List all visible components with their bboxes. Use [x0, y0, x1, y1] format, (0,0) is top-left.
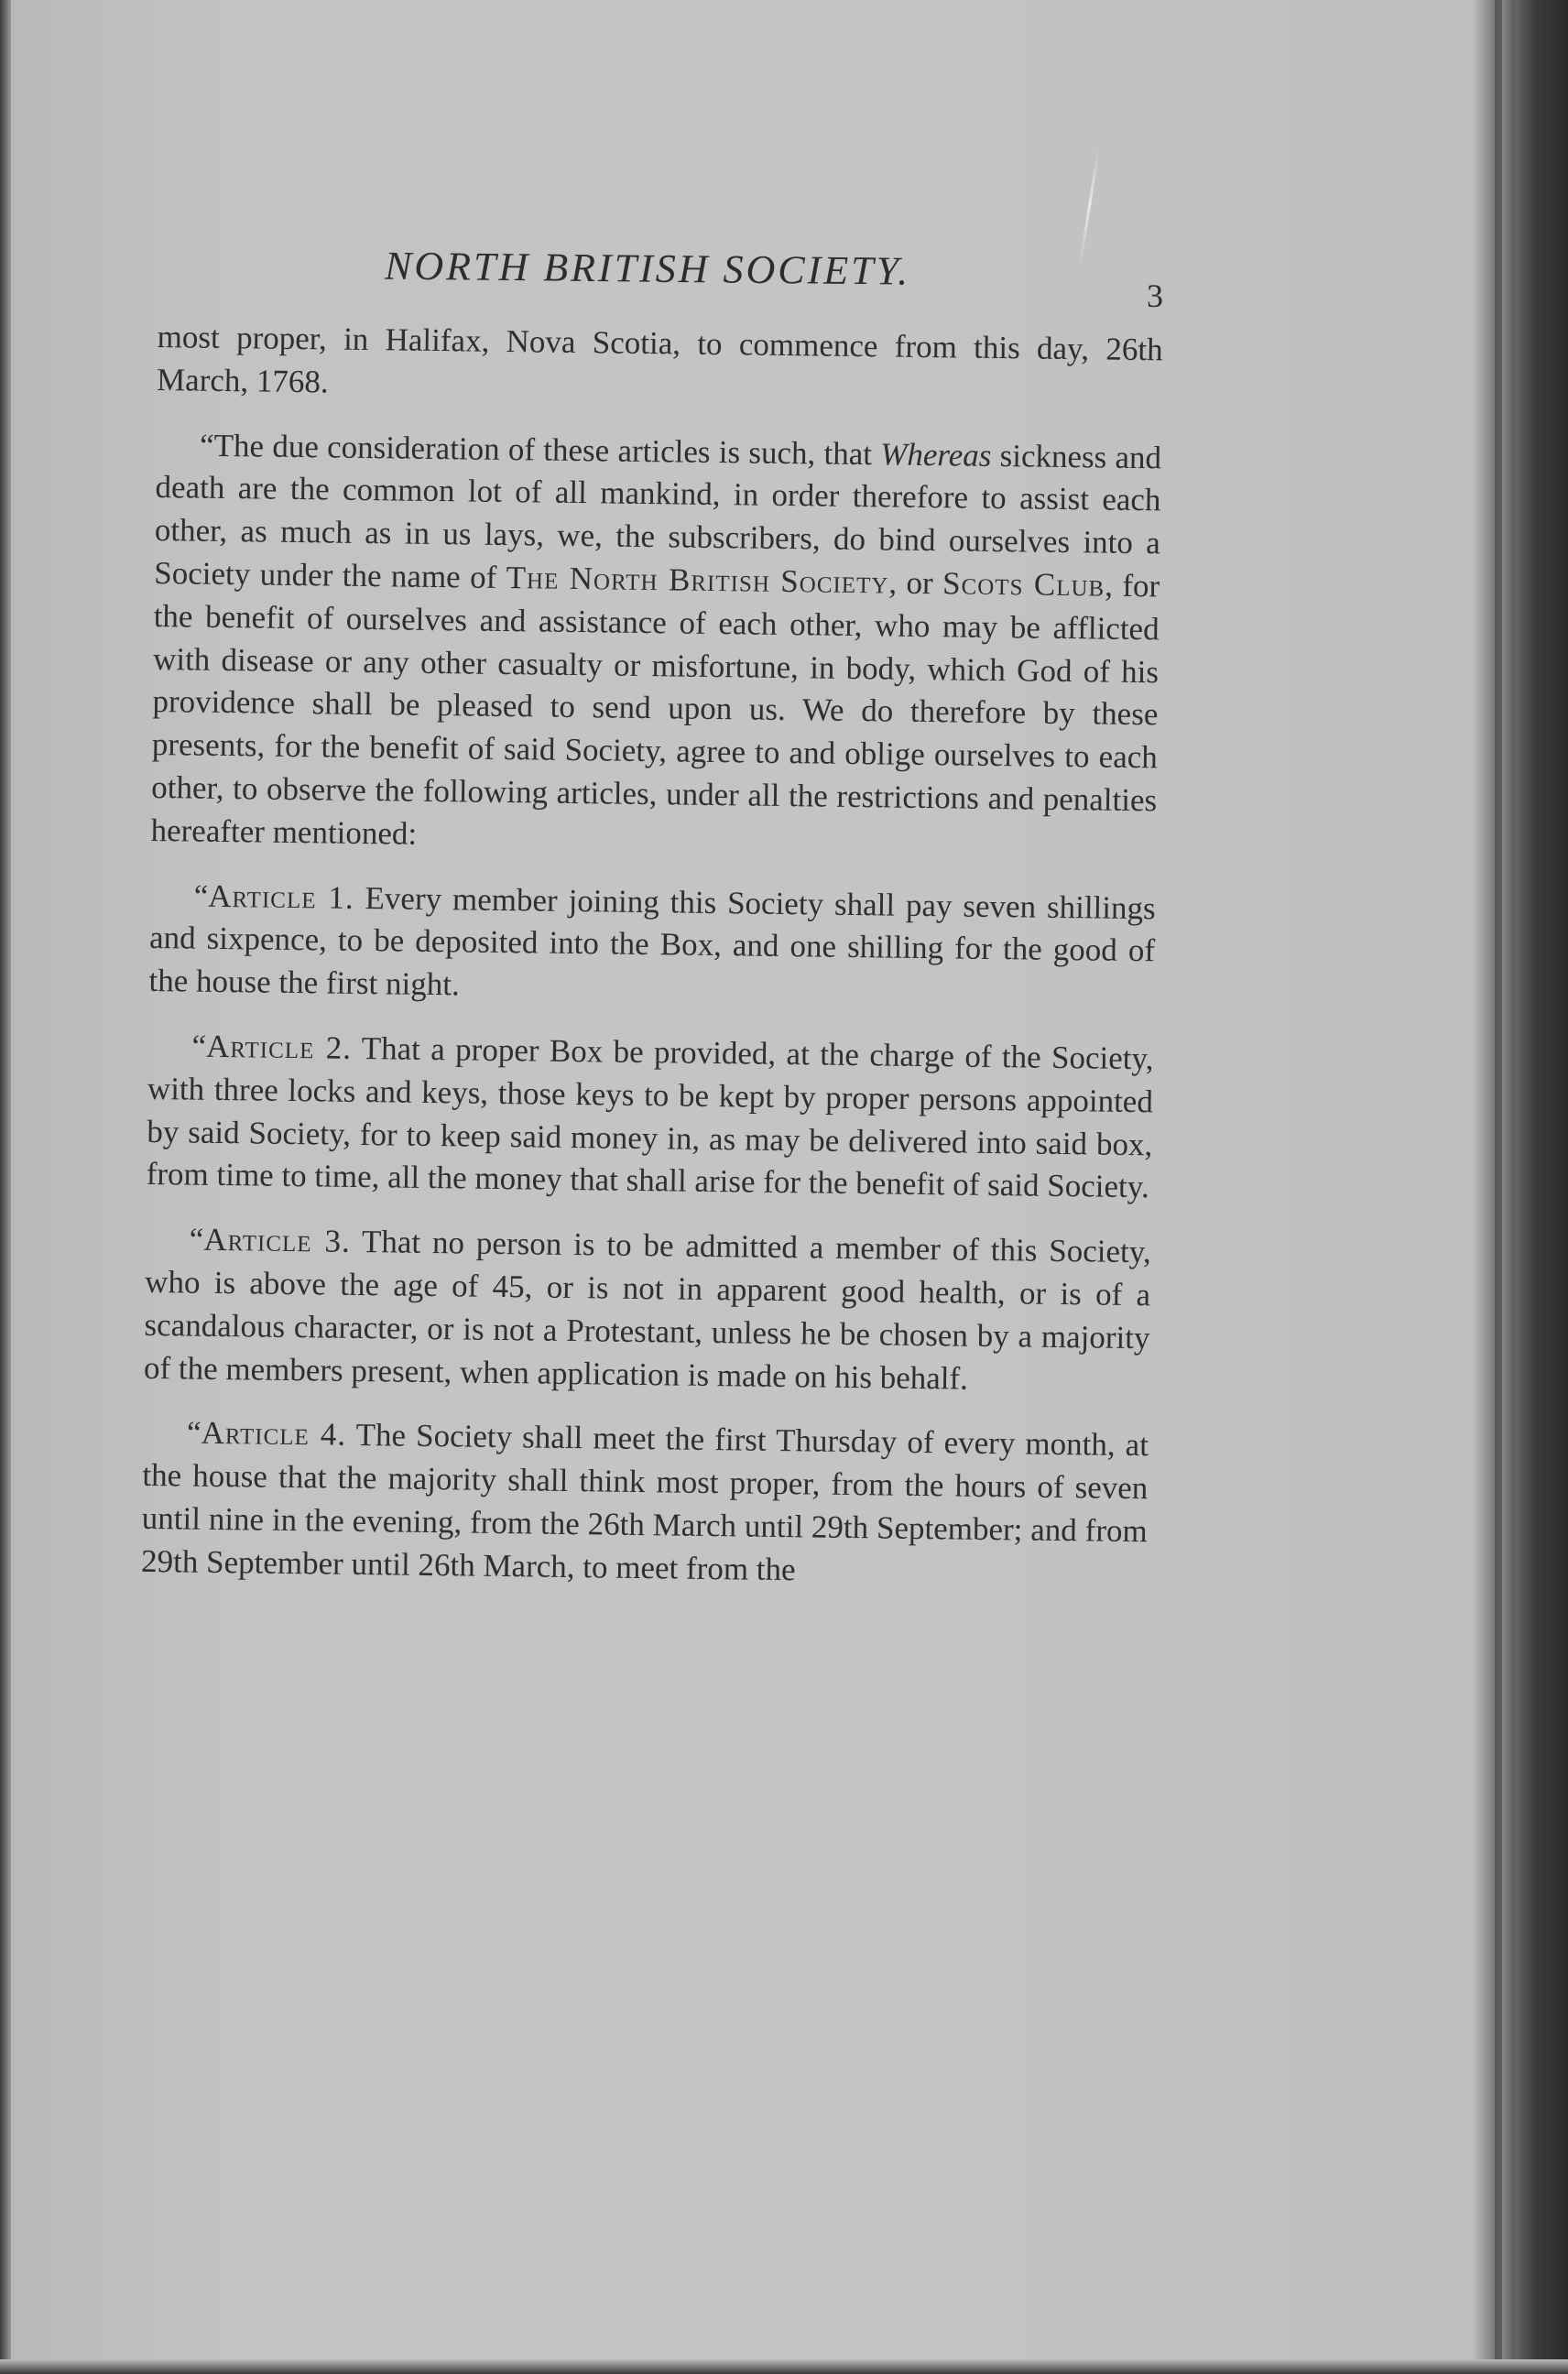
article-4-label: Article 4. — [201, 1415, 347, 1454]
article-3-quote: “ — [189, 1221, 204, 1258]
article-1 — [148, 875, 1156, 1017]
article-2-label: Article 2. — [205, 1028, 353, 1066]
article-4-body: The Society shall meet the first Thursday of every month, at the house that the majority shall think most proper, from the hours of seven until nine in the evening, from the 26th March until 29th September; and from 29th September until 26th March, to meet from the — [140, 1417, 1149, 1587]
society-name: The North British Society — [506, 559, 889, 601]
preamble-text-c: sickness and death are the common lot of all mankind, in order therefore to assist each other, as much as in us lays, we, the subscribers, do bind ourselves into a Society under the name of — [154, 437, 1162, 595]
gutter-shadow — [1473, 0, 1495, 2374]
article-1-label: Article 1. — [208, 877, 354, 916]
preamble-text-a: “The due consideration of these articles is such, that — [199, 427, 881, 472]
article-3-label: Article 3. — [203, 1221, 352, 1259]
left-page-edge — [0, 0, 11, 2374]
running-head: NORTH BRITISH SOCIETY. — [384, 243, 911, 294]
article-2-body: That a proper Box be provided, at the charge of the Society, with three locks and keys, those keys to be kept by proper persons appointed by said Society, for to keep said money in, as may be delivered into said box, from time to time, all the money that shall arise for the benefit of said Society. — [146, 1029, 1154, 1205]
page-number: 3 — [1147, 278, 1163, 314]
body-text — [141, 316, 1163, 1618]
preamble-text-e: , or — [888, 564, 943, 602]
paragraph-preamble — [150, 424, 1161, 866]
article-4 — [141, 1411, 1149, 1596]
preamble-whereas: Whereas — [879, 435, 992, 474]
club-name: Scots Club — [942, 565, 1105, 604]
article-3-body: That no person is to be admitted a member of this Society, who is above the age of 45, or is not in apparent good health, or is of a scandalous character, or is not a Protestant, unless he be chosen by a majority of the members present, when application is made on his behalf. — [143, 1223, 1151, 1397]
article-1-quote: “ — [193, 877, 209, 914]
paragraph-continuation: most proper, in Halifax, Nova Scotia, to commence from this day, 26th March, 1768. — [156, 318, 1163, 400]
article-1-body: Every member joining this Society shall pay seven shillings and sixpence, to be deposited into the Box, and one shilling for the good of the house the first night. — [148, 879, 1156, 1003]
article-2-quote: “ — [191, 1028, 207, 1064]
article-3 — [144, 1218, 1151, 1403]
article-4-quote: “ — [186, 1414, 201, 1452]
binding-highlight — [1502, 0, 1515, 2374]
bottom-page-edge — [0, 2359, 1568, 2374]
article-2 — [146, 1025, 1153, 1210]
preamble-text-g: , for the benefit of ourselves and assistance of each other, who may be afflicted with disease or any other casualty or misfortune, in body, which God of his providence shall be pleased to send upon us. We do therefore by these presents, for the benefit of said Society, agree to and oblige ourselves to each other, to observe the following articles, under all the restrictions and penalties hereafter mentioned: — [150, 567, 1160, 852]
